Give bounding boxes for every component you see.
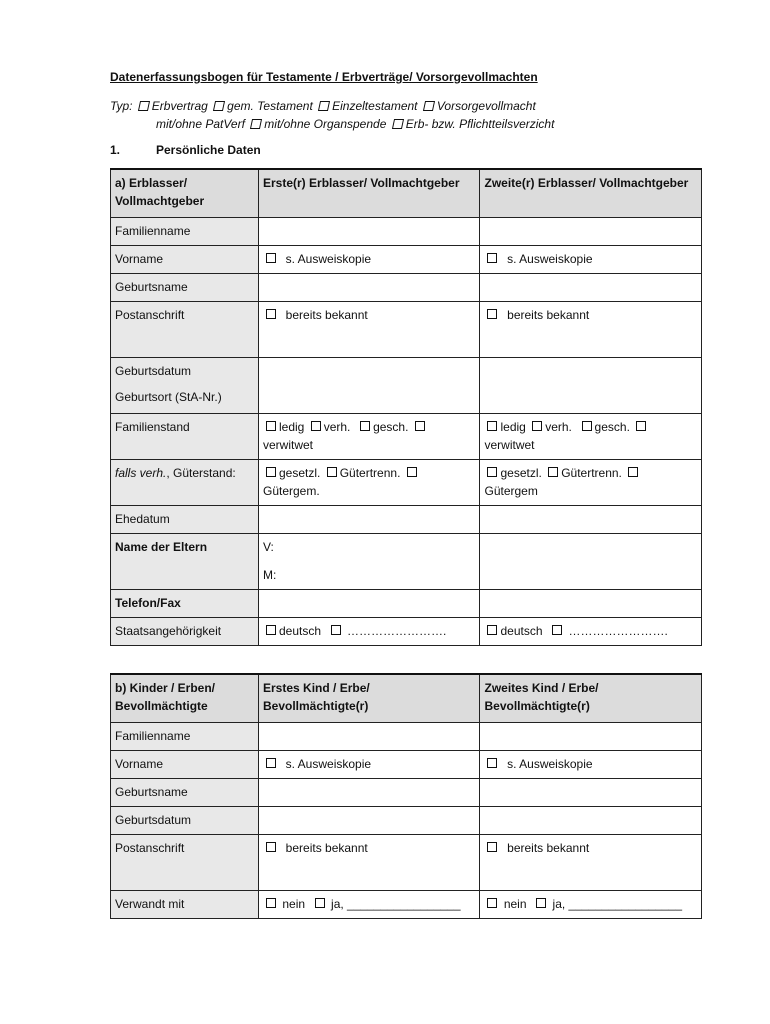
label-staatsangehoerigkeit: Staatsangehörigkeit [111, 617, 259, 645]
header-erster: Erste(r) Erblasser/ Vollmachtgeber [259, 169, 480, 217]
label-bekannt: bereits bekannt [507, 840, 590, 855]
label-familienname: Familienname [111, 217, 259, 245]
input-telefon-1[interactable] [259, 589, 480, 617]
table-row [111, 890, 702, 918]
input-kind-familienname-1[interactable] [259, 722, 480, 750]
input-kind-geburtsdatum-2[interactable] [480, 806, 702, 834]
label-eltern: Name der Eltern [111, 533, 259, 589]
input-kind-geburtsdatum-1[interactable] [259, 806, 480, 834]
label-vorsorgevollmacht: Vorsorgevollmacht [436, 99, 536, 113]
checkbox-verwitwet-1[interactable] [415, 421, 425, 431]
input-ehedatum-2[interactable] [480, 505, 702, 533]
label-falls-verh: falls verh. [115, 465, 167, 480]
label-postanschrift: Postanschrift [111, 301, 259, 357]
checkbox-verwitwet-2[interactable] [636, 421, 646, 431]
label-ausweis: s. Ausweiskopie [507, 756, 593, 771]
input-vorname-1[interactable] [259, 245, 480, 273]
input-kind-postanschrift-2[interactable] [480, 834, 702, 890]
checkbox-guetergem-1[interactable] [407, 467, 417, 477]
label-ja: ja, _________________ [552, 896, 682, 911]
input-kind-vorname-2[interactable] [480, 750, 702, 778]
input-kind-geburtsname-1[interactable] [259, 778, 480, 806]
input-staat-1[interactable] [259, 617, 480, 645]
input-geburtsdatum-1[interactable] [259, 357, 480, 413]
input-postanschrift-1[interactable] [259, 301, 480, 357]
label-bekannt: bereits bekannt [285, 840, 368, 855]
table-row [111, 169, 702, 217]
input-kind-familienname-2[interactable] [480, 722, 702, 750]
label-ehedatum: Ehedatum [111, 505, 259, 533]
input-familienname-2[interactable] [480, 217, 702, 245]
label-verh: verh. [545, 419, 572, 434]
label-nein: nein [282, 896, 306, 911]
input-geburtsname-2[interactable] [480, 273, 702, 301]
table-row [111, 778, 702, 806]
checkbox-ja-2[interactable] [536, 898, 546, 908]
checkbox-einzeltestament[interactable] [318, 101, 330, 111]
input-familienstand-1[interactable] [259, 413, 480, 459]
label-familienstand: Familienstand [111, 413, 259, 459]
label-vorname: Vorname [111, 750, 259, 778]
label-ledig: ledig [500, 419, 526, 434]
label-vorname: Vorname [111, 245, 259, 273]
input-eltern-2[interactable] [480, 533, 702, 589]
label-verwitwet: verwitwet [484, 437, 535, 452]
checkbox-kind-bekannt-1[interactable] [266, 842, 276, 852]
header-zweites-kind: Zweites Kind / Erbe/ Bevollmächtigte(r) [480, 674, 702, 722]
label-dots: ……………………. [568, 623, 668, 638]
checkbox-organspende[interactable] [250, 119, 262, 129]
label-mutter: M: [263, 567, 277, 582]
table-row [111, 722, 702, 750]
label-ledig: ledig [279, 419, 305, 434]
label-geburtsort: Geburtsort (StA-Nr.) [115, 389, 222, 404]
checkbox-kind-ausweis-1[interactable] [266, 758, 276, 768]
label-dots: ……………………. [347, 623, 447, 638]
label-bekannt: bereits bekannt [285, 307, 368, 322]
input-kind-postanschrift-1[interactable] [259, 834, 480, 890]
checkbox-andere-1[interactable] [331, 625, 341, 635]
label-deutsch: deutsch [279, 623, 322, 638]
label-telefon: Telefon/Fax [111, 589, 259, 617]
label-ausweis: s. Ausweiskopie [285, 251, 372, 266]
label-gesetzl: gesetzl. [279, 465, 321, 480]
label-gesch: gesch. [373, 419, 409, 434]
label-guetergem: Gütergem [484, 483, 538, 498]
table-row [111, 674, 702, 722]
checkbox-gesetzl-1[interactable] [266, 467, 276, 477]
checkbox-deutsch-1[interactable] [266, 625, 276, 635]
checkbox-ledig-1[interactable] [266, 421, 276, 431]
table-row [111, 589, 702, 617]
label-postanschrift: Postanschrift [111, 834, 259, 890]
label-geburtsname: Geburtsname [111, 273, 259, 301]
table-row [111, 533, 702, 589]
table-row [111, 834, 702, 890]
label-einzeltestament: Einzeltestament [332, 99, 418, 113]
input-staat-2[interactable] [480, 617, 702, 645]
input-geburtsname-1[interactable] [259, 273, 480, 301]
checkbox-nein-1[interactable] [266, 898, 276, 908]
input-gueterstand-2[interactable] [480, 459, 702, 505]
input-eltern-1[interactable] [259, 533, 480, 589]
input-telefon-2[interactable] [480, 589, 702, 617]
table-row [111, 413, 702, 459]
table-row [111, 459, 702, 505]
table-row [111, 217, 702, 245]
checkbox-erbvertrag[interactable] [138, 101, 150, 111]
input-verwandt-2[interactable] [480, 890, 702, 918]
label-ausweis: s. Ausweiskopie [507, 251, 593, 266]
section-heading [110, 143, 261, 157]
checkbox-deutsch-2[interactable] [487, 625, 497, 635]
table-erblasser [110, 168, 702, 646]
label-verwandt: Verwandt mit [111, 890, 259, 918]
checkbox-verh-2[interactable] [532, 421, 542, 431]
checkbox-ausweis-2[interactable] [487, 253, 497, 263]
checkbox-nein-2[interactable] [487, 898, 497, 908]
document-title: Datenerfassungsbogen für Testamente / Erbverträge/ Vorsorgevollmachten [110, 70, 538, 84]
label-gueterstand [111, 459, 259, 505]
label-familienname: Familienname [111, 722, 259, 750]
input-kind-vorname-1[interactable] [259, 750, 480, 778]
section-number: 1. [110, 143, 121, 157]
checkbox-verh-1[interactable] [311, 421, 321, 431]
input-vorname-2[interactable] [480, 245, 702, 273]
checkbox-vorsorgevollmacht[interactable] [423, 101, 435, 111]
checkbox-ja-1[interactable] [315, 898, 325, 908]
checkbox-ausweis-1[interactable] [266, 253, 276, 263]
label-geburtsdatum: Geburtsdatum [111, 806, 259, 834]
type-prefix: Typ: [110, 99, 133, 113]
checkbox-bekannt-2[interactable] [487, 309, 497, 319]
header-erstes-kind: Erstes Kind / Erbe/ Bevollmächtigte(r) [259, 674, 480, 722]
checkbox-andere-2[interactable] [552, 625, 562, 635]
label-erbvertrag: Erbvertrag [151, 99, 208, 113]
input-geburtsdatum-2[interactable] [480, 357, 702, 413]
table-row [111, 750, 702, 778]
checkbox-guetertrenn-2[interactable] [548, 467, 558, 477]
checkbox-gesch-2[interactable] [582, 421, 592, 431]
label-verwitwet: verwitwet [263, 437, 314, 452]
label-gueterstand-text: , Güterstand: [166, 465, 236, 480]
table-row [111, 806, 702, 834]
table-row [111, 505, 702, 533]
checkbox-kind-ausweis-2[interactable] [487, 758, 497, 768]
input-gueterstand-1[interactable] [259, 459, 480, 505]
label-geburtsdatum-ort [111, 357, 259, 413]
label-verh: verh. [323, 419, 351, 434]
label-gesch: gesch. [594, 419, 630, 434]
input-ehedatum-1[interactable] [259, 505, 480, 533]
input-kind-geburtsname-2[interactable] [480, 778, 702, 806]
header-erblasser: a) Erblasser/ Vollmachtgeber [111, 169, 259, 217]
checkbox-gesch-1[interactable] [360, 421, 370, 431]
checkbox-gesetzl-2[interactable] [487, 467, 497, 477]
label-ausweis: s. Ausweiskopie [285, 756, 372, 771]
label-ja: ja, _________________ [331, 896, 461, 911]
checkbox-ledig-2[interactable] [487, 421, 497, 431]
input-verwandt-1[interactable] [259, 890, 480, 918]
section-label: Persönliche Daten [156, 143, 261, 157]
label-geburtsname: Geburtsname [111, 778, 259, 806]
label-guetertrenn: Gütertrenn. [339, 465, 401, 480]
input-familienname-1[interactable] [259, 217, 480, 245]
label-organspende: mit/ohne Organspende [264, 117, 387, 131]
checkbox-pflichtteilsverzicht[interactable] [392, 119, 404, 129]
label-pflichtteilsverzicht: Erb- bzw. Pflichtteilsverzicht [405, 117, 555, 131]
checkbox-bekannt-1[interactable] [266, 309, 276, 319]
table-row [111, 301, 702, 357]
label-nein: nein [503, 896, 527, 911]
label-deutsch: deutsch [500, 623, 543, 638]
table-row [111, 357, 702, 413]
label-guetergem: Gütergem. [263, 483, 320, 498]
table-row [111, 617, 702, 645]
checkbox-guetertrenn-1[interactable] [327, 467, 337, 477]
checkbox-guetergem-2[interactable] [628, 467, 638, 477]
label-patverf: mit/ohne PatVerf [156, 117, 245, 131]
checkbox-gem-testament[interactable] [213, 101, 225, 111]
label-geburtsdatum: Geburtsdatum [115, 363, 192, 378]
label-gesetzl: gesetzl. [500, 465, 542, 480]
label-gem-testament: gem. Testament [227, 99, 313, 113]
input-familienstand-2[interactable] [480, 413, 702, 459]
table-row [111, 273, 702, 301]
header-zweiter: Zweite(r) Erblasser/ Vollmachtgeber [480, 169, 702, 217]
type-selection [110, 97, 554, 133]
label-vater: V: [263, 539, 274, 554]
checkbox-kind-bekannt-2[interactable] [487, 842, 497, 852]
header-kinder: b) Kinder / Erben/ Bevollmächtigte [111, 674, 259, 722]
label-guetertrenn: Gütertrenn. [561, 465, 622, 480]
label-bekannt: bereits bekannt [507, 307, 590, 322]
table-kinder [110, 673, 702, 919]
input-postanschrift-2[interactable] [480, 301, 702, 357]
table-row [111, 245, 702, 273]
